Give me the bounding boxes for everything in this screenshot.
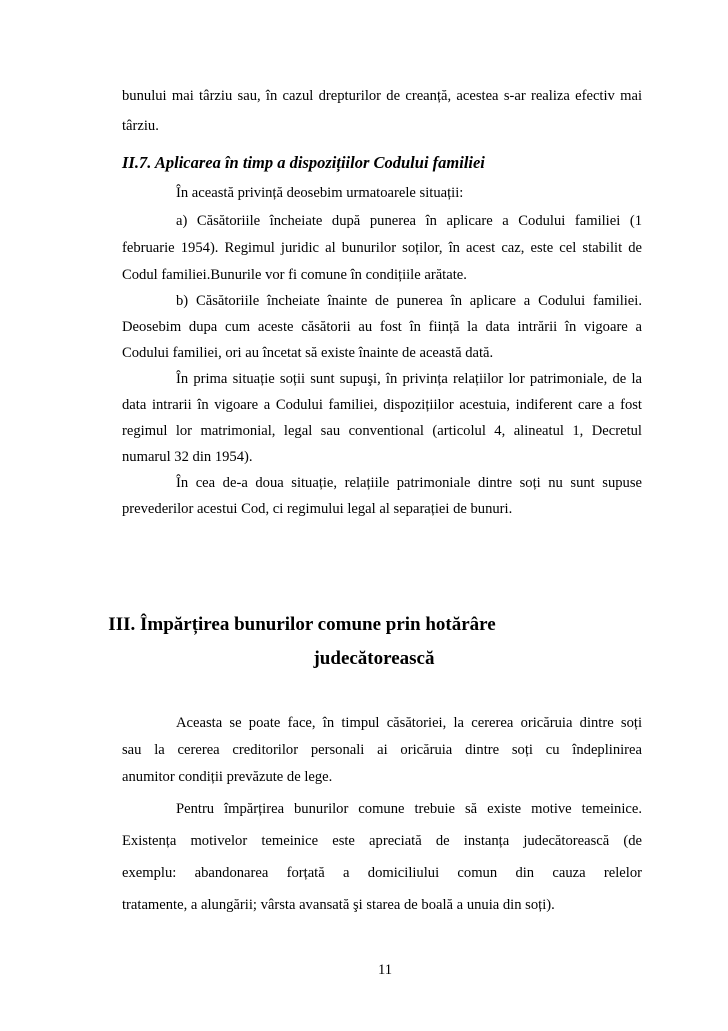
paragraph-line: Codul familiei.Bunurile vor fi comune în condițiile arătate. [122,267,467,283]
paragraph-line: numarul 32 din 1954). [122,449,253,465]
paragraph-line: bunului mai târziu sau, în cazul drepturilor de creanță, acestea s-ar realiza efectiv mai [122,88,642,104]
paragraph-line: regimul lor matrimonial, legal sau conventional (articolul 4, alineatul 1, Decretul [122,423,642,439]
chapter-heading-line2: judecătorească [313,648,435,669]
paragraph-line: târziu. [122,118,159,134]
page-number: 11 [377,962,393,978]
paragraph-line: anumitor condiții prevăzute de lege. [122,769,333,785]
paragraph-line: Codului familiei, ori au încetat să existe înainte de această dată. [122,345,494,361]
paragraph-line: În această privință deosebim urmatoarele situații: [176,185,464,201]
paragraph-line: exemplu: abandonarea forțată a domiciliului comun din cauza relelor [122,865,642,881]
paragraph-line: prevederilor acestui Cod, ci regimului legal al separației de bunuri. [122,501,513,517]
paragraph-line: În prima situație soții sunt supuşi, în privința relațiilor lor patrimoniale, de la [176,371,642,387]
paragraph-line: Aceasta se poate face, în timpul căsătoriei, la cererea oricăruia dintre soți [176,715,642,731]
paragraph-line: tratamente, a alungării; vârsta avansată şi starea de boală a unuia din soți). [122,897,555,913]
paragraph-line: Deosebim dupa cum aceste căsătorii au fost în ființă la data intrării în vigoare a [122,319,642,335]
paragraph-line: sau la cererea creditorilor personali ai oricăruia dintre soți cu îndeplinirea [122,742,642,758]
paragraph-line: data intrarii în vigoare a Codului familiei, dispozițiilor acestuia, indiferent care a fost [122,397,642,413]
paragraph-line: b) Căsătoriile încheiate înainte de punerea în aplicare a Codului familiei. [176,293,642,309]
paragraph-line: În cea de-a doua situație, relațiile patrimoniale dintre soți nu sunt supuse [176,475,642,491]
paragraph-line: Pentru împărțirea bunurilor comune trebuie să existe motive temeinice. [176,801,642,817]
paragraph-line: a) Căsătoriile încheiate după punerea în aplicare a Codului familiei (1 [176,213,642,229]
chapter-heading-line1: III. Împărțirea bunurilor comune prin hotărâre [108,614,496,635]
section-heading: II.7. Aplicarea în timp a dispozițiilor Codului familiei [122,153,485,172]
paragraph-line: Existența motivelor temeinice este apreciată de instanța judecătorească (de [122,833,642,849]
paragraph-line: februarie 1954). Regimul juridic al bunurilor soților, în acest caz, este cel stabilit de [122,240,642,256]
